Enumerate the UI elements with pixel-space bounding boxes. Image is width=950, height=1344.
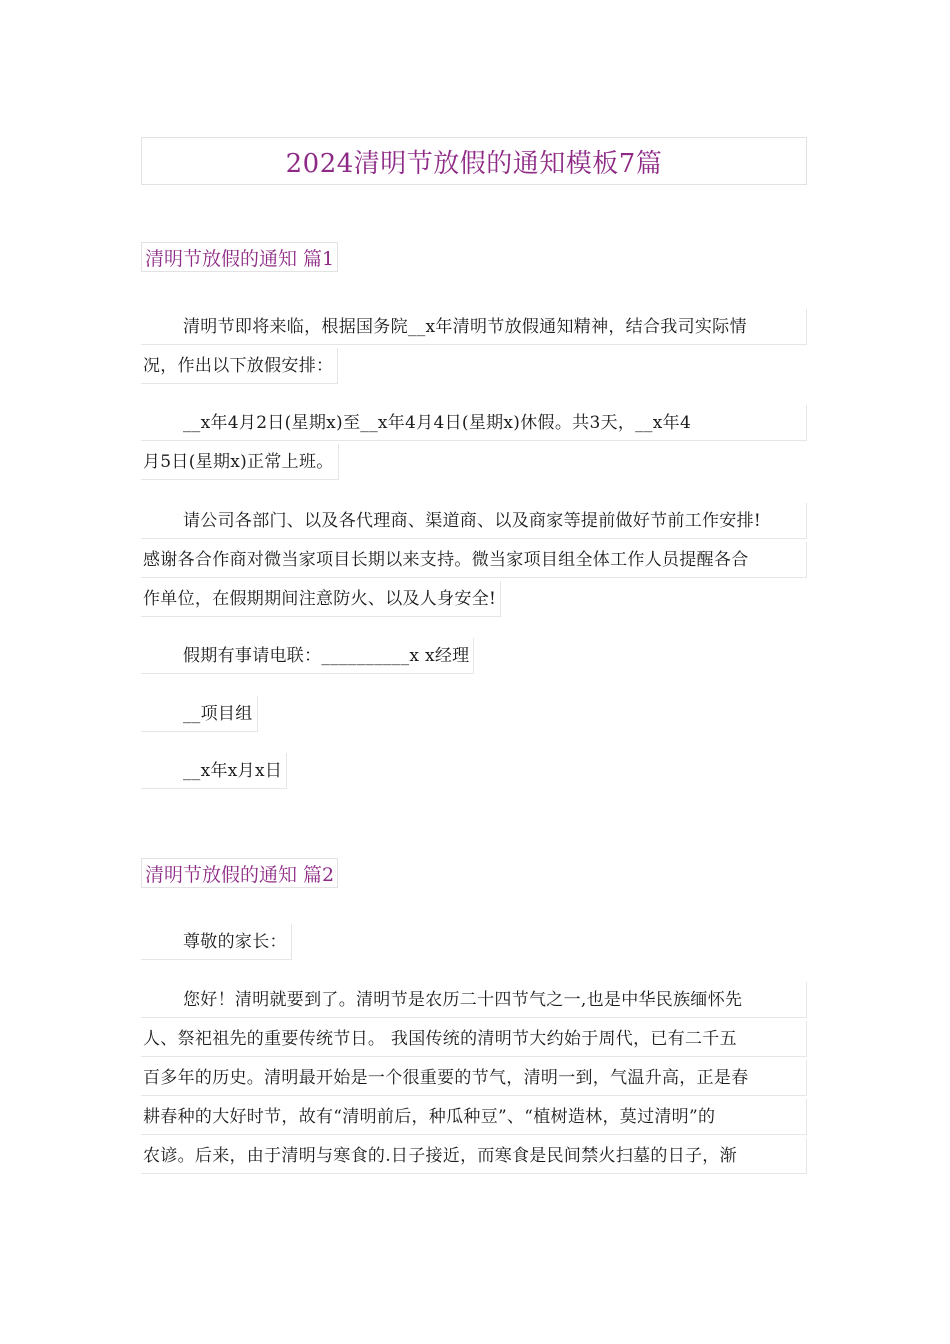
s1-date (141, 753, 807, 807)
s1-paragraph-1 (141, 309, 807, 402)
text-line: 百多年的历史。清明最开始是一个很重要的节气，清明一到，气温升高，正是春 (141, 1060, 807, 1096)
s1-paragraph-2 (141, 405, 807, 498)
text-line: 您好！清明就要到了。清明节是农历二十四节气之一,也是中华民族缅怀先 (141, 982, 807, 1018)
s2-paragraph-1 (141, 982, 807, 1177)
text-line: 请公司各部门、以及各代理商、渠道商、以及商家等提前做好节前工作安排! (141, 503, 807, 539)
s1-contact (141, 638, 807, 692)
signature-group: __项目组 (141, 696, 258, 732)
text-line: 清明节即将来临，根据国务院__x年清明节放假通知精神，结合我司实际情 (141, 309, 807, 345)
text-line: 农谚。后来，由于清明与寒食的.日子接近，而寒食是民间禁火扫墓的日子，渐 (141, 1138, 807, 1174)
greeting-line: 尊敬的家长： (141, 924, 292, 960)
title-box (141, 137, 807, 185)
s1-paragraph-3 (141, 503, 807, 635)
text-line: 况，作出以下放假安排： (141, 348, 338, 384)
section-heading-1: 清明节放假的通知 篇1 (141, 242, 338, 272)
text-line: 感谢各合作商对微当家项目长期以来支持。微当家项目组全体工作人员提醒各合 (141, 542, 807, 578)
text-line: 作单位，在假期期间注意防火、以及人身安全! (141, 581, 501, 617)
text-line: __x年4月2日(星期x)至__x年4月4日(星期x)休假。共3天，__x年4 (141, 405, 807, 441)
contact-line: 假期有事请电联：__________x x经理 (141, 638, 474, 674)
s1-group (141, 696, 807, 750)
document-title: 2024清明节放假的通知模板7篇 (285, 148, 663, 179)
text-line: 人、祭祀祖先的重要传统节日。 我国传统的清明节大约始于周代，已有二千五 (141, 1021, 807, 1057)
section-heading-2: 清明节放假的通知 篇2 (141, 858, 338, 888)
text-line: 月5日(星期x)正常上班。 (141, 444, 339, 480)
text-line: 耕春种的大好时节，故有“清明前后，种瓜种豆”、“植树造林，莫过清明”的 (141, 1099, 807, 1135)
signature-date: __x年x月x日 (141, 753, 287, 789)
s2-greeting (141, 924, 807, 978)
